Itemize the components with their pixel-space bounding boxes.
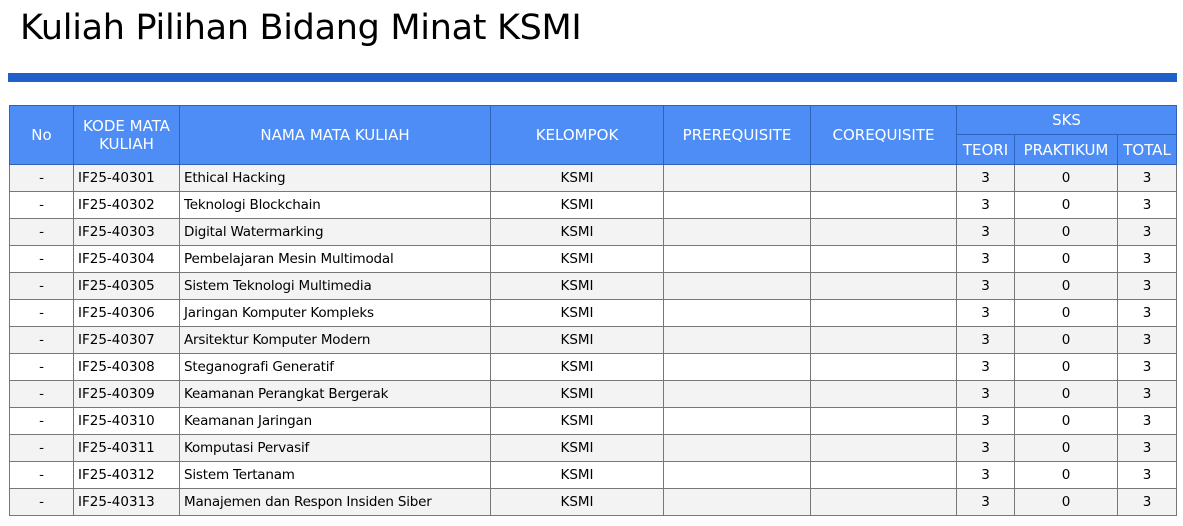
table-row xyxy=(10,219,1177,246)
cell-prerequisite xyxy=(664,462,811,489)
cell-kode: IF25-40302 xyxy=(74,192,180,219)
cell-nama: Keamanan Jaringan xyxy=(180,408,491,435)
cell-kode: IF25-40304 xyxy=(74,246,180,273)
cell-nama: Jaringan Komputer Kompleks xyxy=(180,300,491,327)
cell-no: - xyxy=(10,246,74,273)
cell-praktikum: 0 xyxy=(1015,381,1118,408)
cell-kelompok: KSMI xyxy=(491,300,664,327)
cell-kode: IF25-40312 xyxy=(74,462,180,489)
cell-corequisite xyxy=(811,354,957,381)
header-teori: TEORI xyxy=(957,135,1015,165)
cell-nama: Teknologi Blockchain xyxy=(180,192,491,219)
cell-teori: 3 xyxy=(957,381,1015,408)
cell-total: 3 xyxy=(1118,219,1177,246)
table-row xyxy=(10,462,1177,489)
cell-praktikum: 0 xyxy=(1015,246,1118,273)
cell-prerequisite xyxy=(664,273,811,300)
cell-prerequisite xyxy=(664,354,811,381)
cell-corequisite xyxy=(811,462,957,489)
cell-kode: IF25-40307 xyxy=(74,327,180,354)
cell-kelompok: KSMI xyxy=(491,219,664,246)
cell-praktikum: 0 xyxy=(1015,165,1118,192)
cell-nama: Manajemen dan Respon Insiden Siber xyxy=(180,489,491,516)
cell-praktikum: 0 xyxy=(1015,408,1118,435)
page-title: Kuliah Pilihan Bidang Minat KSMI xyxy=(20,8,582,48)
cell-prerequisite xyxy=(664,192,811,219)
header-nama: NAMA MATA KULIAH xyxy=(180,106,491,165)
cell-corequisite xyxy=(811,381,957,408)
cell-praktikum: 0 xyxy=(1015,300,1118,327)
header-corequisite: COREQUISITE xyxy=(811,106,957,165)
table-row xyxy=(10,354,1177,381)
cell-prerequisite xyxy=(664,408,811,435)
cell-no: - xyxy=(10,489,74,516)
cell-kelompok: KSMI xyxy=(491,408,664,435)
table-row xyxy=(10,408,1177,435)
cell-prerequisite xyxy=(664,300,811,327)
cell-teori: 3 xyxy=(957,435,1015,462)
cell-no: - xyxy=(10,354,74,381)
cell-teori: 3 xyxy=(957,219,1015,246)
cell-nama: Sistem Teknologi Multimedia xyxy=(180,273,491,300)
cell-nama: Arsitektur Komputer Modern xyxy=(180,327,491,354)
cell-nama: Keamanan Perangkat Bergerak xyxy=(180,381,491,408)
table-row xyxy=(10,300,1177,327)
cell-no: - xyxy=(10,435,74,462)
cell-total: 3 xyxy=(1118,354,1177,381)
cell-praktikum: 0 xyxy=(1015,489,1118,516)
cell-kode: IF25-40309 xyxy=(74,381,180,408)
cell-prerequisite xyxy=(664,435,811,462)
cell-kelompok: KSMI xyxy=(491,462,664,489)
table-row xyxy=(10,381,1177,408)
title-underline xyxy=(8,73,1177,82)
cell-total: 3 xyxy=(1118,327,1177,354)
cell-no: - xyxy=(10,408,74,435)
table-row xyxy=(10,273,1177,300)
cell-teori: 3 xyxy=(957,165,1015,192)
cell-no: - xyxy=(10,165,74,192)
header-kode: KODE MATA KULIAH xyxy=(74,106,180,165)
course-table xyxy=(9,105,1177,516)
cell-prerequisite xyxy=(664,165,811,192)
cell-nama: Komputasi Pervasif xyxy=(180,435,491,462)
cell-kode: IF25-40310 xyxy=(74,408,180,435)
cell-total: 3 xyxy=(1118,273,1177,300)
table-row xyxy=(10,489,1177,516)
cell-kelompok: KSMI xyxy=(491,327,664,354)
cell-teori: 3 xyxy=(957,273,1015,300)
header-praktikum: PRAKTIKUM xyxy=(1015,135,1118,165)
header-no: No xyxy=(10,106,74,165)
cell-total: 3 xyxy=(1118,462,1177,489)
cell-teori: 3 xyxy=(957,354,1015,381)
cell-praktikum: 0 xyxy=(1015,327,1118,354)
cell-nama: Steganografi Generatif xyxy=(180,354,491,381)
cell-no: - xyxy=(10,192,74,219)
cell-total: 3 xyxy=(1118,381,1177,408)
header-total: TOTAL xyxy=(1118,135,1177,165)
cell-corequisite xyxy=(811,246,957,273)
cell-kode: IF25-40305 xyxy=(74,273,180,300)
cell-nama: Pembelajaran Mesin Multimodal xyxy=(180,246,491,273)
cell-corequisite xyxy=(811,408,957,435)
cell-corequisite xyxy=(811,489,957,516)
cell-kode: IF25-40311 xyxy=(74,435,180,462)
cell-kelompok: KSMI xyxy=(491,273,664,300)
cell-kelompok: KSMI xyxy=(491,354,664,381)
cell-praktikum: 0 xyxy=(1015,273,1118,300)
cell-nama: Digital Watermarking xyxy=(180,219,491,246)
cell-total: 3 xyxy=(1118,165,1177,192)
cell-no: - xyxy=(10,300,74,327)
cell-teori: 3 xyxy=(957,462,1015,489)
cell-teori: 3 xyxy=(957,489,1015,516)
cell-corequisite xyxy=(811,219,957,246)
course-table-body xyxy=(10,165,1177,516)
header-prerequisite: PREREQUISITE xyxy=(664,106,811,165)
cell-nama: Sistem Tertanam xyxy=(180,462,491,489)
table-row xyxy=(10,165,1177,192)
cell-teori: 3 xyxy=(957,246,1015,273)
cell-no: - xyxy=(10,273,74,300)
cell-prerequisite xyxy=(664,489,811,516)
cell-corequisite xyxy=(811,273,957,300)
cell-praktikum: 0 xyxy=(1015,462,1118,489)
cell-corequisite xyxy=(811,192,957,219)
header-kelompok: KELOMPOK xyxy=(491,106,664,165)
cell-kelompok: KSMI xyxy=(491,435,664,462)
header-sks: SKS xyxy=(957,106,1177,135)
cell-no: - xyxy=(10,327,74,354)
cell-kelompok: KSMI xyxy=(491,192,664,219)
cell-kelompok: KSMI xyxy=(491,489,664,516)
cell-total: 3 xyxy=(1118,192,1177,219)
cell-nama: Ethical Hacking xyxy=(180,165,491,192)
cell-kode: IF25-40308 xyxy=(74,354,180,381)
cell-corequisite xyxy=(811,300,957,327)
cell-total: 3 xyxy=(1118,489,1177,516)
table-row xyxy=(10,192,1177,219)
cell-kode: IF25-40301 xyxy=(74,165,180,192)
cell-total: 3 xyxy=(1118,408,1177,435)
cell-praktikum: 0 xyxy=(1015,435,1118,462)
cell-kelompok: KSMI xyxy=(491,165,664,192)
cell-no: - xyxy=(10,219,74,246)
cell-corequisite xyxy=(811,165,957,192)
cell-no: - xyxy=(10,462,74,489)
cell-teori: 3 xyxy=(957,327,1015,354)
cell-total: 3 xyxy=(1118,435,1177,462)
table-row xyxy=(10,246,1177,273)
cell-teori: 3 xyxy=(957,408,1015,435)
cell-total: 3 xyxy=(1118,246,1177,273)
cell-praktikum: 0 xyxy=(1015,219,1118,246)
cell-prerequisite xyxy=(664,327,811,354)
cell-kode: IF25-40306 xyxy=(74,300,180,327)
table-row xyxy=(10,435,1177,462)
cell-no: - xyxy=(10,381,74,408)
cell-praktikum: 0 xyxy=(1015,354,1118,381)
cell-teori: 3 xyxy=(957,192,1015,219)
cell-prerequisite xyxy=(664,381,811,408)
cell-prerequisite xyxy=(664,219,811,246)
cell-kode: IF25-40303 xyxy=(74,219,180,246)
cell-prerequisite xyxy=(664,246,811,273)
cell-total: 3 xyxy=(1118,300,1177,327)
cell-kelompok: KSMI xyxy=(491,246,664,273)
cell-corequisite xyxy=(811,435,957,462)
cell-teori: 3 xyxy=(957,300,1015,327)
cell-corequisite xyxy=(811,327,957,354)
cell-praktikum: 0 xyxy=(1015,192,1118,219)
cell-kelompok: KSMI xyxy=(491,381,664,408)
table-row xyxy=(10,327,1177,354)
cell-kode: IF25-40313 xyxy=(74,489,180,516)
